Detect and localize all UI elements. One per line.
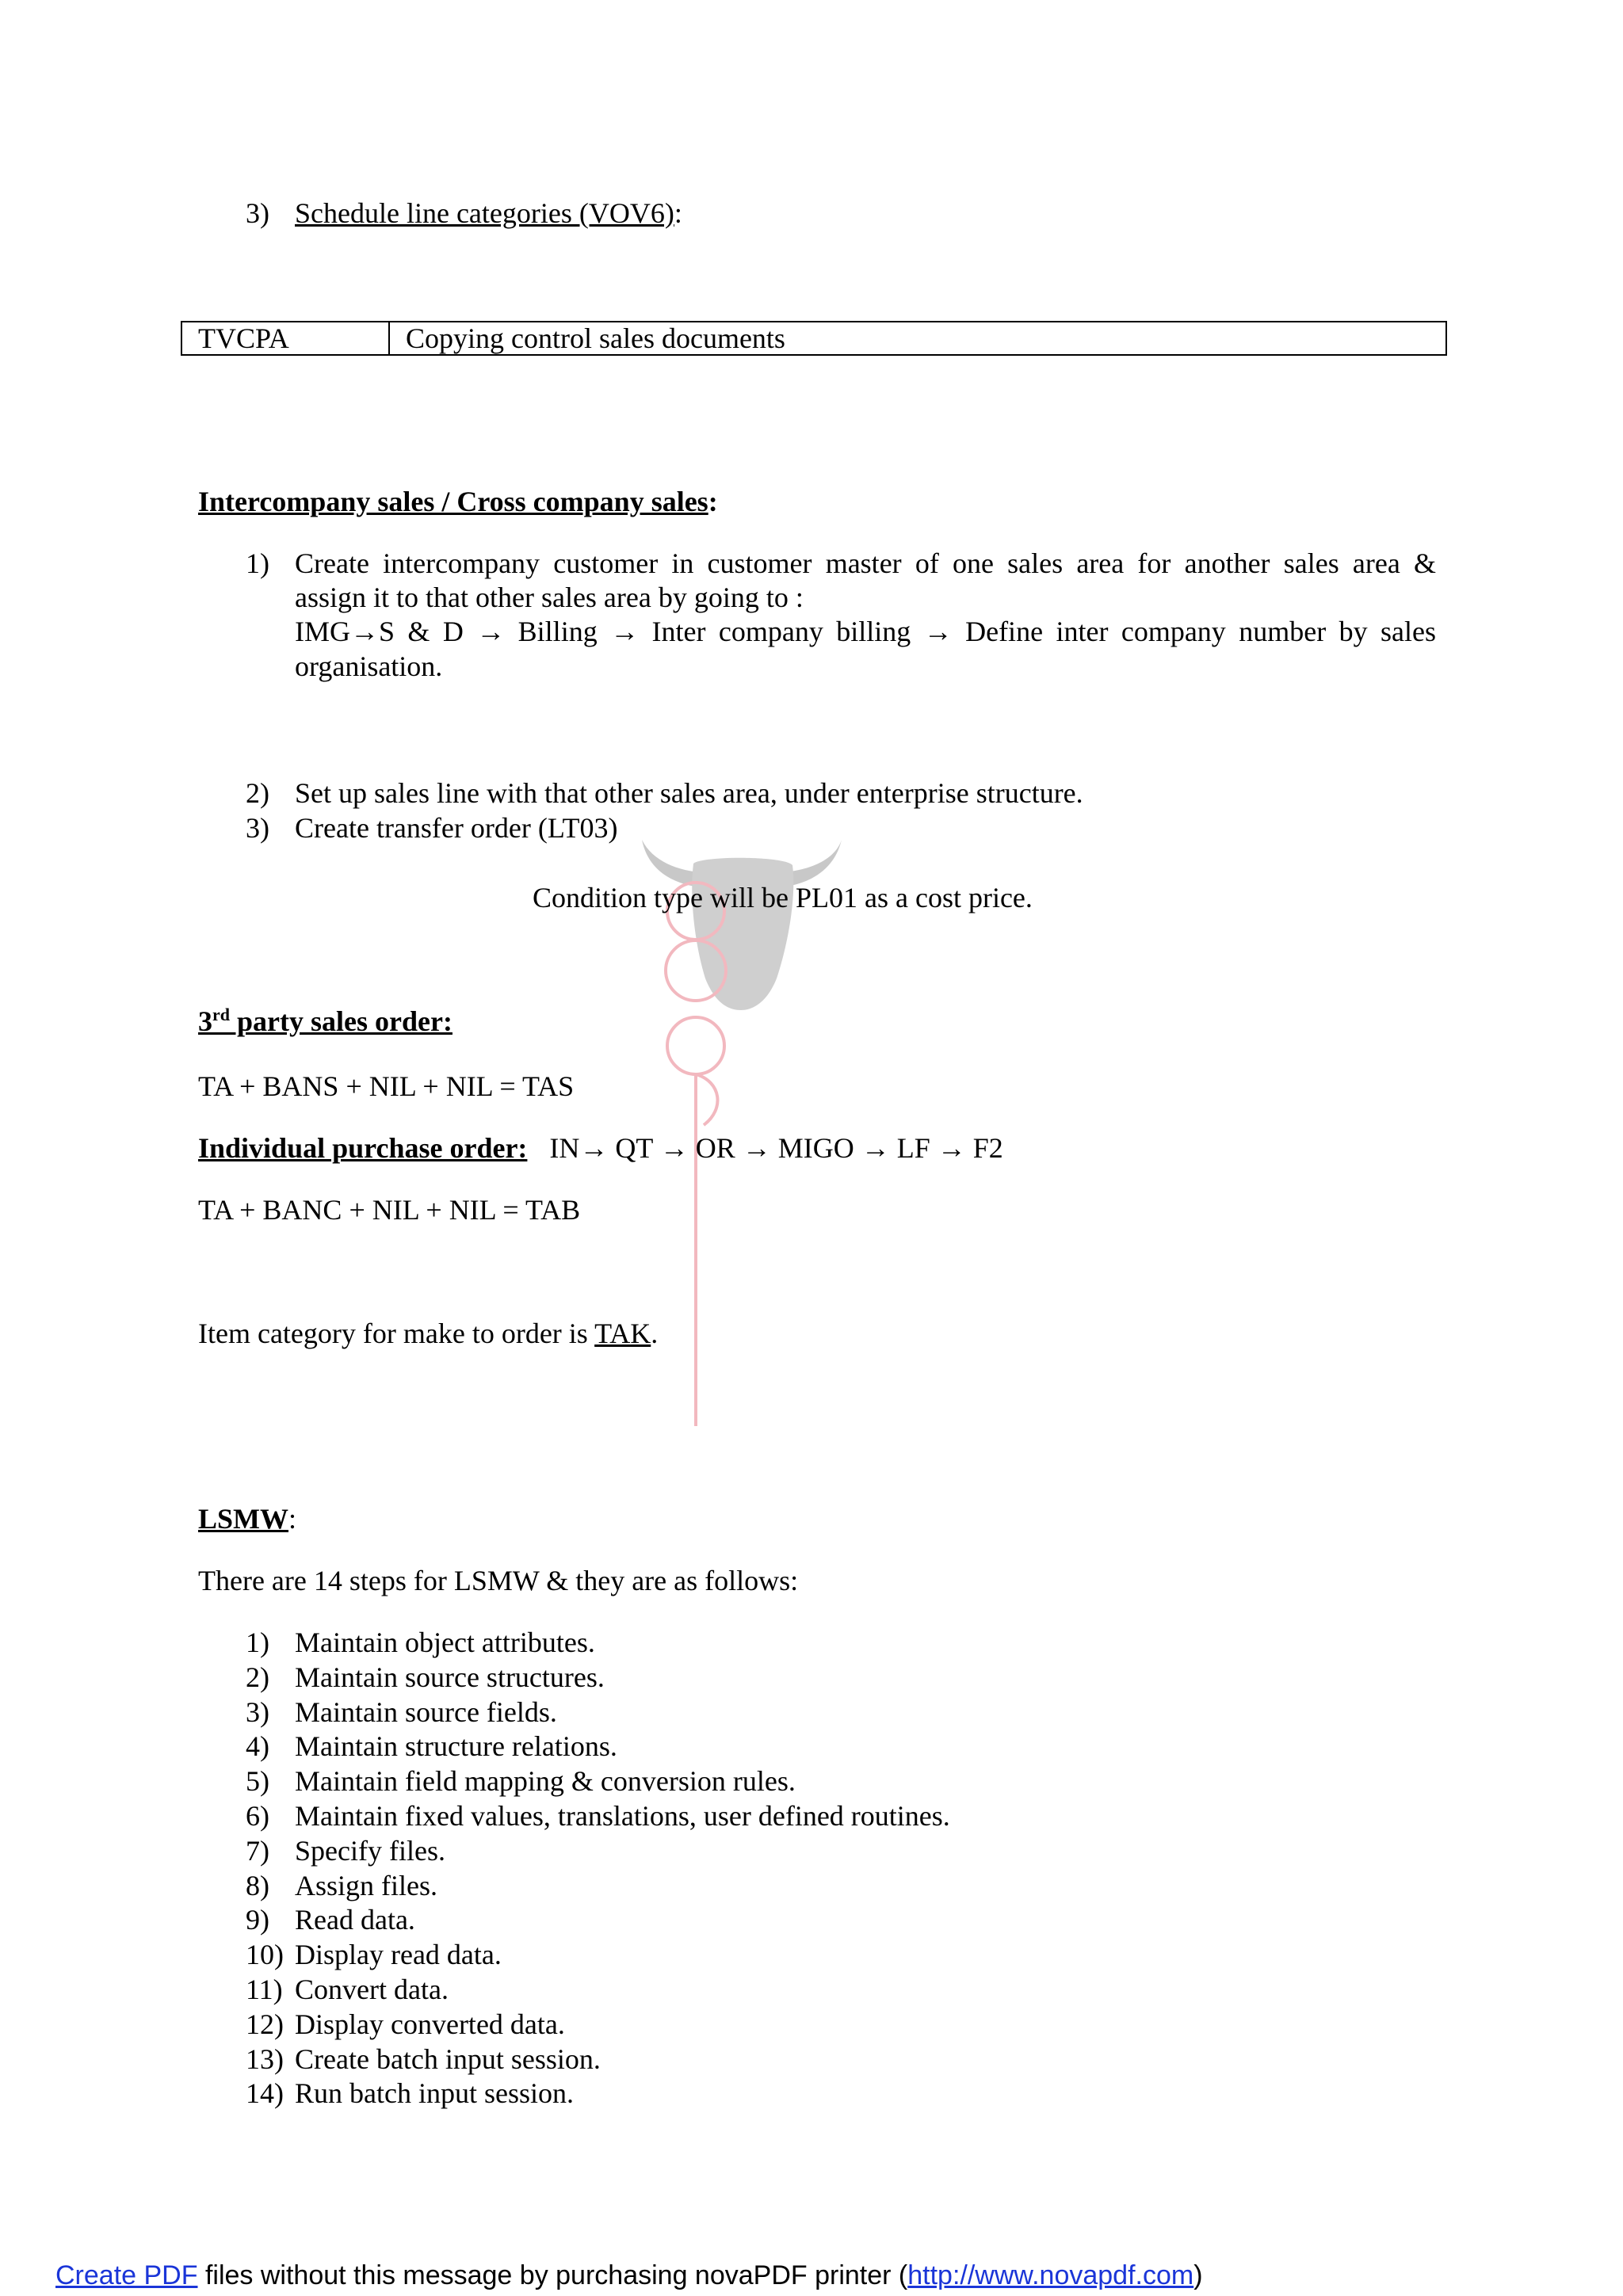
footer-message (55, 2260, 1203, 2292)
list-number: 12) (246, 2008, 284, 2040)
lsmw-heading (198, 1502, 296, 1536)
list-item-text: Maintain source fields. (295, 1696, 557, 1728)
list-number: 8) (246, 1870, 269, 1901)
list-item-text: Read data. (295, 1904, 415, 1936)
lsmw-step-item (246, 1695, 557, 1730)
lsmw-step-item (246, 1834, 445, 1868)
lsmw-step-item (246, 1799, 950, 1833)
lsmw-heading-text: LSMW (198, 1503, 289, 1535)
list-number: 13) (246, 2043, 284, 2075)
item-1-line-4: organisation. (295, 650, 443, 682)
heading-number: 3 (198, 1005, 212, 1037)
list-item-text: Maintain structure relations. (295, 1730, 617, 1762)
list-number: 3) (246, 197, 269, 229)
lsmw-step-item (246, 1661, 605, 1695)
list-number: 7) (246, 1835, 269, 1867)
list-number: 1) (246, 547, 269, 579)
heading-superscript: rd (212, 1005, 230, 1024)
list-item-text: Specify files. (295, 1835, 445, 1867)
item-1-line-2: assign it to that other sales area by going to : (295, 582, 804, 614)
ipo-flow: IN→ QT → OR → MIGO → LF → F2 (549, 1132, 1003, 1164)
list-number: 10) (246, 1939, 284, 1970)
list-item-text: Set up sales line with that other sales area, under enterprise structure. (295, 777, 1083, 809)
list-item-text: Maintain source structures. (295, 1661, 605, 1693)
list-number: 9) (246, 1904, 269, 1936)
novapdf-url-link[interactable]: http://www.novapdf.com (907, 2260, 1194, 2290)
intercompany-heading-text: Intercompany sales / Cross company sales (198, 486, 708, 517)
intercompany-item-2 (246, 776, 1083, 810)
list-number: 3) (246, 1696, 269, 1728)
lsmw-step-item (246, 2042, 601, 2077)
make-to-order-suffix: . (651, 1318, 659, 1349)
list-number: 11) (246, 1974, 283, 2005)
lsmw-step-item (246, 1626, 595, 1660)
lsmw-step-item (246, 1764, 796, 1798)
lsmw-heading-suffix: : (288, 1503, 297, 1535)
list-number: 2) (246, 1661, 269, 1693)
list-item-text: Create transfer order (LT03) (295, 812, 618, 844)
make-to-order-value: TAK (594, 1318, 651, 1349)
intercompany-heading (198, 485, 718, 519)
lsmw-step-item (246, 1869, 437, 1903)
make-to-order-line (198, 1317, 658, 1351)
list-item-text: Create batch input session. (295, 2043, 601, 2075)
list-number: 4) (246, 1730, 269, 1762)
item-1-line-3: IMG→S & D → Billing → Inter company billing → Define inter company number by sales (295, 616, 1436, 648)
table-cell-description: Copying control sales documents (406, 322, 785, 354)
lsmw-step-item (246, 1730, 617, 1764)
section-title: Schedule line categories (VOV6) (295, 197, 674, 229)
footer-text: files without this message by purchasing novaPDF printer ( (197, 2260, 908, 2290)
table-cell-code: TVCPA (182, 322, 390, 354)
footer-text-end: ) (1193, 2260, 1203, 2290)
schedule-line-categories-item (246, 196, 682, 231)
item-1-line-1: Create intercompany customer in customer master of one sales area for another sales area & (295, 547, 1436, 579)
list-item-text: Maintain field mapping & conversion rules. (295, 1765, 796, 1797)
heading-text: party sales order: (230, 1005, 453, 1037)
list-number: 2) (246, 777, 269, 809)
lsmw-step-item (246, 2077, 574, 2111)
individual-purchase-order-line (198, 1131, 1003, 1165)
list-item-text: Maintain object attributes. (295, 1627, 595, 1658)
condition-note: Condition type will be PL01 as a cost price. (533, 882, 1033, 913)
ipo-label: Individual purchase order: (198, 1132, 528, 1164)
list-number: 1) (246, 1627, 269, 1658)
intercompany-item-1 (295, 547, 1436, 684)
list-item-text: Run batch input session. (295, 2077, 574, 2109)
lsmw-step-item (246, 2008, 565, 2042)
list-number: 6) (246, 1800, 269, 1832)
lsmw-intro: There are 14 steps for LSMW & they are as follows: (198, 1565, 799, 1596)
list-number: 5) (246, 1765, 269, 1797)
formula-tas: TA + BANS + NIL + NIL = TAS (198, 1070, 575, 1102)
list-item-text: Display converted data. (295, 2008, 565, 2040)
section-title-suffix: : (674, 197, 682, 229)
list-number: 3) (246, 812, 269, 844)
list-item-text: Maintain fixed values, translations, user defined routines. (295, 1800, 950, 1832)
formula-tab: TA + BANC + NIL + NIL = TAB (198, 1194, 581, 1226)
intercompany-item-3 (246, 811, 617, 845)
lsmw-step-item (246, 1938, 502, 1972)
intercompany-heading-suffix: : (708, 486, 718, 517)
list-number: 14) (246, 2077, 284, 2109)
list-item-text: Display read data. (295, 1939, 502, 1970)
list-item-text: Assign files. (295, 1870, 437, 1901)
create-pdf-link[interactable]: Create PDF (55, 2260, 198, 2290)
make-to-order-prefix: Item category for make to order is (198, 1318, 595, 1349)
table-row (181, 321, 1447, 356)
third-party-heading (198, 1005, 453, 1039)
lsmw-step-item (246, 1973, 449, 2007)
list-item-text: Convert data. (295, 1974, 449, 2005)
lsmw-step-item (246, 1903, 415, 1937)
